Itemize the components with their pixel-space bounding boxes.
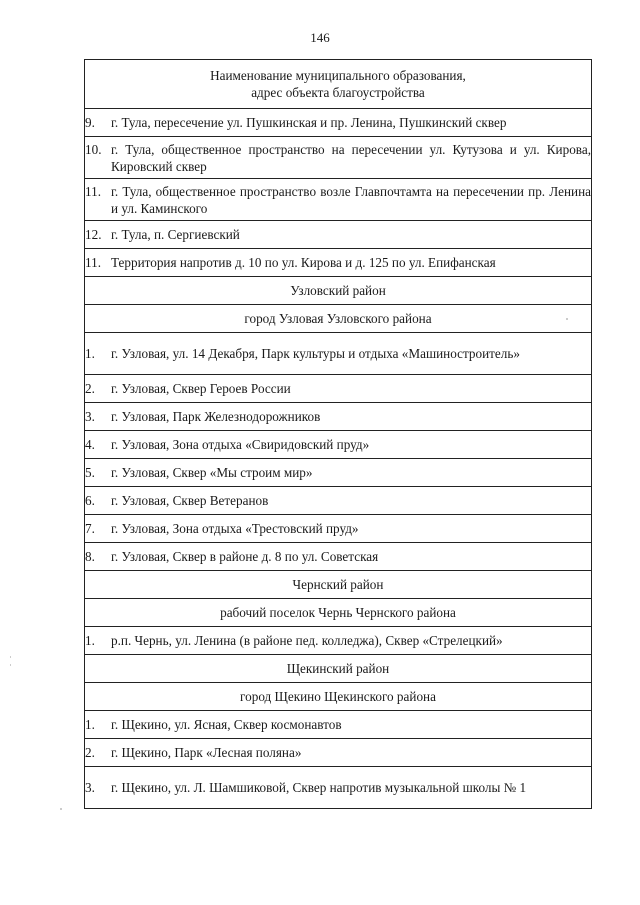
item-cell [85,137,592,179]
table-row [85,739,592,767]
item-content [85,779,591,796]
item-cell [85,459,592,487]
item-cell [85,179,592,221]
item-cell [85,431,592,459]
item-content [85,716,591,733]
table-row [85,543,592,571]
scan-speck [10,656,11,658]
item-content [85,141,591,175]
item-address: г. Тула, общественное пространство на пересечении ул. Кутузова и ул. Кирова, Кировский сквер [111,141,591,174]
table-row [85,711,592,739]
item-address: г. Узловая, ул. 14 Декабря, Парк культуры и отдыха «Машиностроитель» [111,346,520,361]
item-address: г. Узловая, Парк Железнодорожников [111,409,321,424]
table-row [85,627,592,655]
item-cell [85,487,592,515]
table-row [85,459,592,487]
item-address: г. Узловая, Сквер в районе д. 8 по ул. Советская [111,549,379,564]
item-number: 10. [85,141,102,157]
item-address: г. Тула, пересечение ул. Пушкинская и пр. Ленина, Пушкинский сквер [111,115,507,130]
item-content [85,548,591,565]
item-number: 6. [85,493,95,508]
item-content [85,744,591,761]
table-row [85,109,592,137]
district-row [85,571,592,599]
table-row [85,137,592,179]
item-content [85,464,591,481]
item-number: 11. [85,183,101,199]
table-header-cell [85,60,592,109]
item-cell [85,627,592,655]
item-cell [85,221,592,249]
table-row [85,767,592,809]
item-address: г. Узловая, Сквер Ветеранов [111,493,269,508]
item-content [85,380,591,397]
item-number: 1. [85,717,95,732]
scan-speck [566,318,568,320]
item-content [85,520,591,537]
item-cell [85,403,592,431]
item-number: 12. [85,227,102,242]
item-cell [85,375,592,403]
item-address: г. Узловая, Зона отдыха «Трестовский пруд» [111,521,359,536]
item-address: г. Щекино, ул. Ясная, Сквер космонавтов [111,717,342,732]
item-content [85,254,591,271]
item-address: г. Тула, общественное пространство возле Главпочтамта на пересечении пр. Ленина и ул. Каминского [111,183,591,216]
item-address: г. Узловая, Сквер «Мы строим мир» [111,465,313,480]
item-number: 7. [85,521,95,536]
item-number: 11. [85,255,101,270]
city-row [85,599,592,627]
district-heading: Чернский район [85,571,592,599]
item-content [85,492,591,509]
item-cell [85,767,592,809]
table-row [85,431,592,459]
table-row [85,249,592,277]
item-content [85,408,591,425]
item-address: г. Тула, п. Сергиевский [111,227,240,242]
header-line-1: Наименование муниципального образования, [210,68,466,83]
district-row [85,277,592,305]
city-heading: рабочий поселок Чернь Чернского района [85,599,592,627]
item-content [85,183,591,217]
header-line-2: адрес объекта благоустройства [251,85,425,100]
district-heading: Щекинский район [85,655,592,683]
city-heading: город Узловая Узловского района [85,305,592,333]
table-row [85,403,592,431]
item-cell [85,515,592,543]
table-row [85,375,592,403]
item-number: 8. [85,549,95,564]
item-cell [85,109,592,137]
item-content [85,114,591,131]
item-cell [85,543,592,571]
city-row [85,683,592,711]
item-content [85,632,591,649]
item-number: 2. [85,745,95,760]
item-number: 1. [85,633,95,648]
item-number: 9. [85,115,95,130]
district-heading: Узловский район [85,277,592,305]
item-number: 4. [85,437,95,452]
table-row [85,221,592,249]
item-number: 3. [85,409,95,424]
item-content [85,436,591,453]
item-number: 5. [85,465,95,480]
item-content [85,345,591,362]
city-row [85,305,592,333]
item-cell [85,711,592,739]
scan-speck [60,808,62,810]
item-number: 3. [85,780,95,795]
item-cell [85,739,592,767]
item-address: г. Щекино, ул. Л. Шамшиковой, Сквер напротив музыкальной школы № 1 [111,780,527,795]
item-cell [85,249,592,277]
table-header-row [85,60,592,109]
item-cell [85,333,592,375]
item-address: р.п. Чернь, ул. Ленина (в районе пед. колледжа), Сквер «Стрелецкий» [111,633,503,648]
item-address: г. Узловая, Зона отдыха «Свиридовский пруд» [111,437,370,452]
item-number: 1. [85,346,95,361]
scan-speck [10,664,11,666]
item-address: г. Узловая, Сквер Героев России [111,381,291,396]
item-address: г. Щекино, Парк «Лесная поляна» [111,745,302,760]
table-row [85,487,592,515]
table-row [85,333,592,375]
table-row [85,179,592,221]
page-number: 146 [310,30,330,45]
item-number: 2. [85,381,95,396]
item-content [85,226,591,243]
city-heading: город Щекино Щекинского района [85,683,592,711]
objects-table [84,59,592,809]
table-row [85,515,592,543]
district-row [85,655,592,683]
item-address: Территория напротив д. 10 по ул. Кирова и д. 125 по ул. Епифанская [111,255,496,270]
